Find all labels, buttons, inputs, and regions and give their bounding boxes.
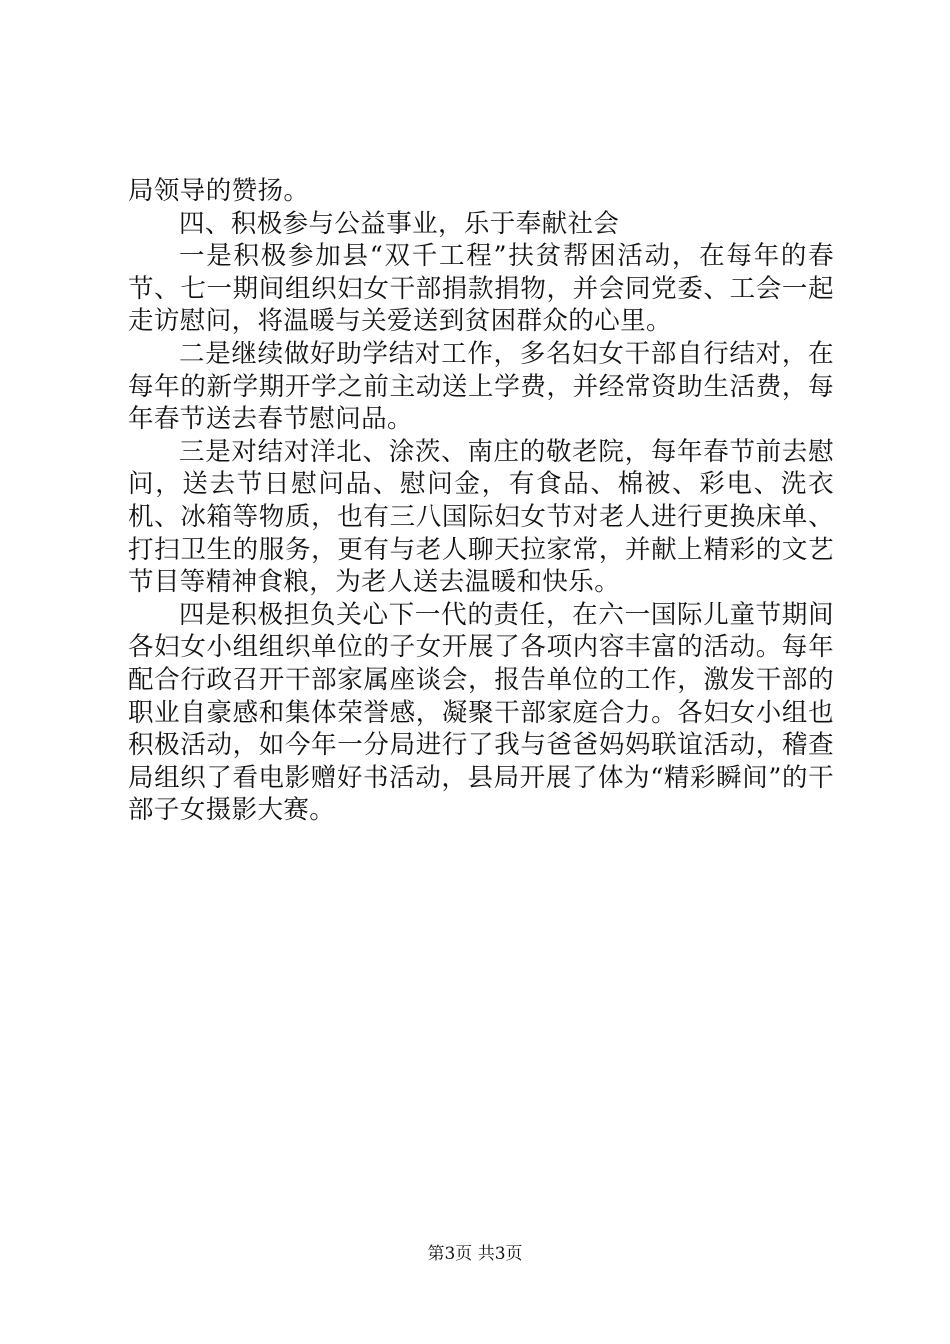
paragraph-student-aid: 二是继续做好助学结对工作，多名妇女干部自行结对，在每年的新学期开学之前主动送上学费，并经常资助生活费，每年春节送去春节慰问品。	[128, 338, 834, 435]
paragraph-poverty-relief: 一是积极参加县“双千工程”扶贫帮困活动，在每年的春节、七一期间组织妇女干部捐款捐物，并会同党委、工会一起走访慰问，将温暖与关爱送到贫困群众的心里。	[128, 241, 834, 337]
paragraph-nursing-home: 三是对结对洋北、涂茨、南庄的敬老院，每年春节前去慰问，送去节日慰问品、慰问金，有食品、棉被、彩电、洗衣机、冰箱等物质，也有三八国际妇女节对老人进行更换床单、打扫卫生的服务，更有与老人聊天拉家常，并献上精彩的文艺节目等精神食粮，为老人送去温暖和快乐。	[128, 436, 834, 598]
paragraph-continuation: 局领导的赞扬。	[128, 176, 310, 206]
paragraph-next-generation: 四是积极担负关心下一代的责任，在六一国际儿童节期间各妇女小组组织单位的子女开展了各项内容丰富的活动。每年配合行政召开干部家属座谈会，报告单位的工作，激发干部的职业自豪感和集体荣誉感，凝聚干部家庭合力。各妇女小组也积极活动，如今年一分局进行了我与爸爸妈妈联谊活动，稽查局组织了看电影赠好书活动，县局开展了体为“精彩瞬间”的干部子女摄影大赛。	[128, 599, 834, 826]
page-number-footer: 第3页 共3页	[427, 1244, 523, 1264]
section-heading: 四、积极参与公益事业，乐于奉献社会	[179, 208, 620, 239]
document-body	[128, 175, 834, 827]
